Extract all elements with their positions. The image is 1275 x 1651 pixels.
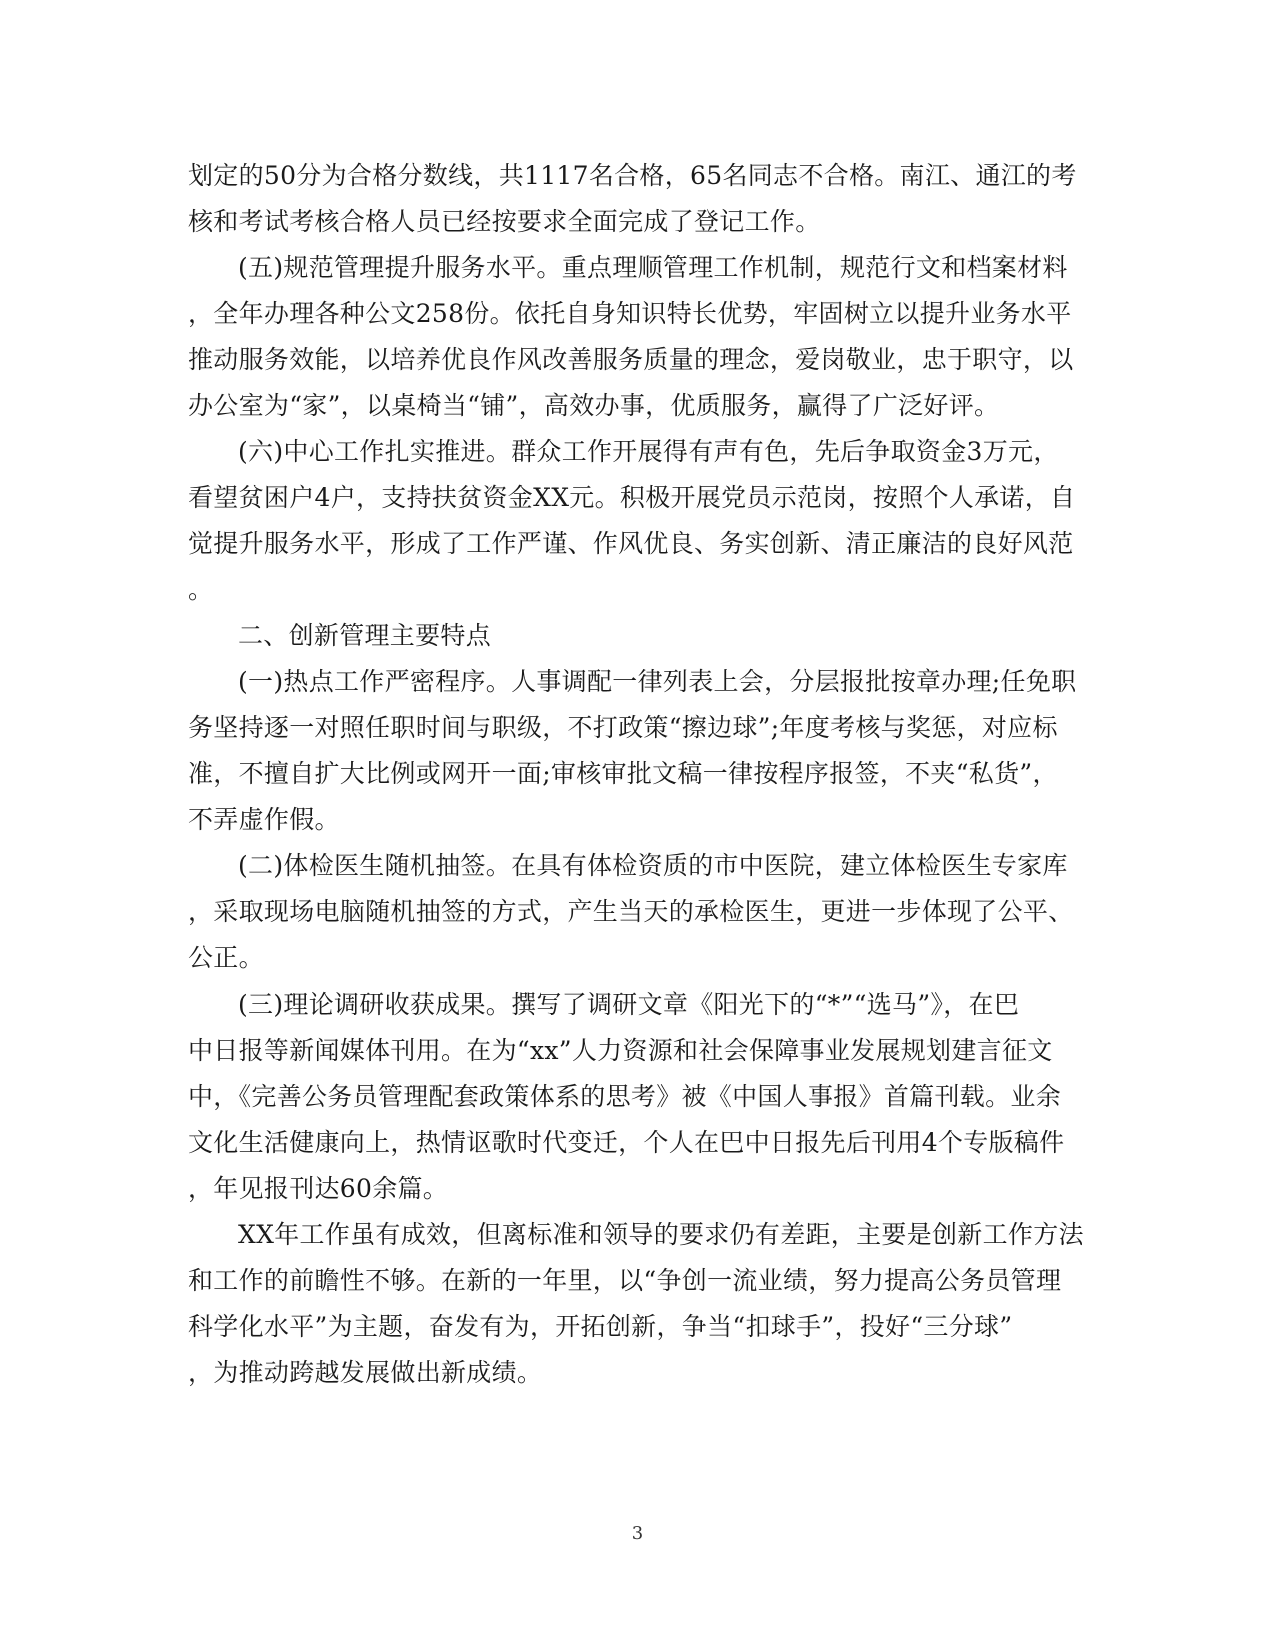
text-line: 和工作的前瞻性不够。在新的一年里，以“争创一流业绩，努力提高公务员管理: [188, 1266, 1062, 1295]
text-line: 务坚持逐一对照任职时间与职级，不打政策“擦边球”;年度考核与奖惩，对应标: [188, 713, 1058, 742]
page-number: 3: [631, 1523, 644, 1544]
text-line: 核和考试考核合格人员已经按要求全面完成了登记工作。: [188, 207, 821, 236]
text-line: 划定的50分为合格分数线，共1117名合格，65名同志不合格。南江、通江的考: [188, 161, 1077, 190]
text-line: (三)理论调研收获成果。撰写了调研文章《阳光下的“*”“选马”》，在巴: [238, 990, 1020, 1019]
text-line: 中，《完善公务员管理配套政策体系的思考》被《中国人事报》首篇刊载。业余: [188, 1082, 1062, 1111]
text-line: 科学化水平”为主题，奋发有为，开拓创新，争当“扣球手”，投好“三分球”: [188, 1312, 1013, 1341]
text-line: ，全年办理各种公文258份。依托自身知识特长优势，牢固树立以提升业务水平: [188, 299, 1072, 328]
text-line: 觉提升服务水平，形成了工作严谨、作风优良、务实创新、清正廉洁的良好风范: [188, 529, 1074, 558]
text-line: ，采取现场电脑随机抽签的方式，产生当天的承检医生，更进一步体现了公平、: [188, 897, 1074, 926]
text-line: 公正。: [188, 943, 264, 972]
text-line: XX年工作虽有成效，但离标准和领导的要求仍有差距，主要是创新工作方法: [238, 1220, 1084, 1249]
text-line: ，为推动跨越发展做出新成绩。: [188, 1358, 543, 1387]
text-line: 推动服务效能，以培养优良作风改善服务质量的理念，爱岗敬业，忠于职守，以: [188, 345, 1074, 374]
text-line: (二)体检医生随机抽签。在具有体检资质的市中医院，建立体检医生专家库: [238, 851, 1068, 880]
text-line: 准，不擅自扩大比例或网开一面;审核审批文稿一律按程序报签，不夹“私货”，: [188, 759, 1058, 788]
text-line: 不弄虚作假。: [188, 805, 340, 834]
text-line: (一)热点工作严密程序。人事调配一律列表上会，分层报批按章办理;任免职: [238, 667, 1077, 696]
text-line: (五)规范管理提升服务水平。重点理顺管理工作机制，规范行文和档案材料: [238, 253, 1068, 282]
section-heading: 二、创新管理主要特点: [238, 621, 492, 650]
text-line: 看望贫困户4户，支持扶贫资金XX元。积极开展党员示范岗，按照个人承诺，自: [188, 483, 1076, 512]
text-line: ，年见报刊达60余篇。: [188, 1174, 449, 1203]
text-line: 文化生活健康向上，热情讴歌时代变迁，个人在巴中日报先后刊用4个专版稿件: [188, 1128, 1065, 1157]
text-line: 办公室为“家”，以桌椅当“铺”，高效办事，优质服务，赢得了广泛好评。: [188, 391, 1000, 420]
text-line: 。: [188, 575, 214, 604]
text-line: 中日报等新闻媒体刊用。在为“xx”人力资源和社会保障事业发展规划建言征文: [188, 1036, 1053, 1065]
text-line: (六)中心工作扎实推进。群众工作开展得有声有色，先后争取资金3万元，: [238, 437, 1059, 466]
